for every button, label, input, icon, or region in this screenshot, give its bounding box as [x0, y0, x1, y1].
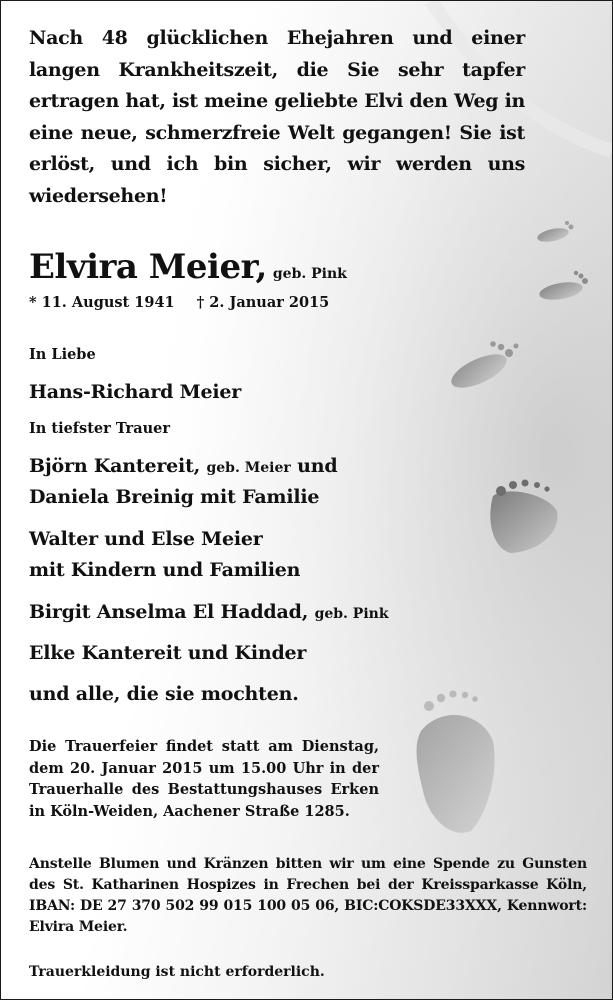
mourner-group-1-line-2: Daniela Breinig mit Familie — [29, 486, 320, 508]
mourner-maiden-name: geb. Meier — [206, 460, 291, 476]
mourner-connector: und — [297, 455, 338, 477]
mourner-group-1-line-1 — [29, 451, 337, 483]
deceased-maiden-name: geb. Pink — [272, 266, 347, 282]
dress-code-note: Trauerkleidung ist nicht erforderlich. — [29, 964, 325, 980]
mourner-group-2-line-1: Walter und Else Meier — [29, 528, 263, 550]
mourner-group-3 — [29, 597, 389, 629]
mourner-maiden-name: geb. Pink — [314, 606, 389, 622]
husband-name: Hans-Richard Meier — [29, 381, 242, 403]
mourner-name: Björn Kantereit, — [29, 455, 201, 477]
birth-date: * 11. August 1941 — [29, 294, 175, 311]
mourner-group-2-line-2: mit Kindern und Familien — [29, 559, 301, 581]
intro-text: Nach 48 glücklichen Ehejahren und einer langen Krankheitszeit, die Sie sehr tapfer ertragen hat, ist meine geliebte Elvi den Weg in eine neue, schmerzfreie Welt gegangen! Sie ist erlöst, und ich bin sicher, wir werden uns wiedersehen! — [29, 27, 525, 207]
deceased-name-line — [29, 245, 347, 296]
life-dates — [29, 293, 329, 313]
mourner-group-4: Elke Kantereit und Kinder — [29, 642, 307, 664]
funeral-service-info: Die Trauerfeier findet statt am Dienstag, dem 20. Januar 2015 um 15.00 Uhr in der Trauerhalle des Bestattungshauses Erken in Köln-Weiden, Aachener Straße 1285. — [29, 738, 379, 820]
mourner-group-5: und alle, die sie mochten. — [29, 683, 299, 705]
love-label: In Liebe — [29, 346, 96, 363]
donation-request: Anstelle Blumen und Kränzen bitten wir um eine Spende zu Gunsten des St. Katharinen Hospizes in Frechen bei der Kreissparkasse Köln, IBAN: DE 27 370 502 99 015 100 05 06, BIC:COKSDE33XXX, Kennwort: Elvira Meier. — [29, 856, 587, 935]
grief-label: In tiefster Trauer — [29, 420, 170, 437]
mourner-name: Birgit Anselma El Haddad, — [29, 601, 309, 623]
death-date: † 2. Januar 2015 — [196, 294, 330, 311]
deceased-name: Elvira Meier, — [29, 247, 267, 287]
